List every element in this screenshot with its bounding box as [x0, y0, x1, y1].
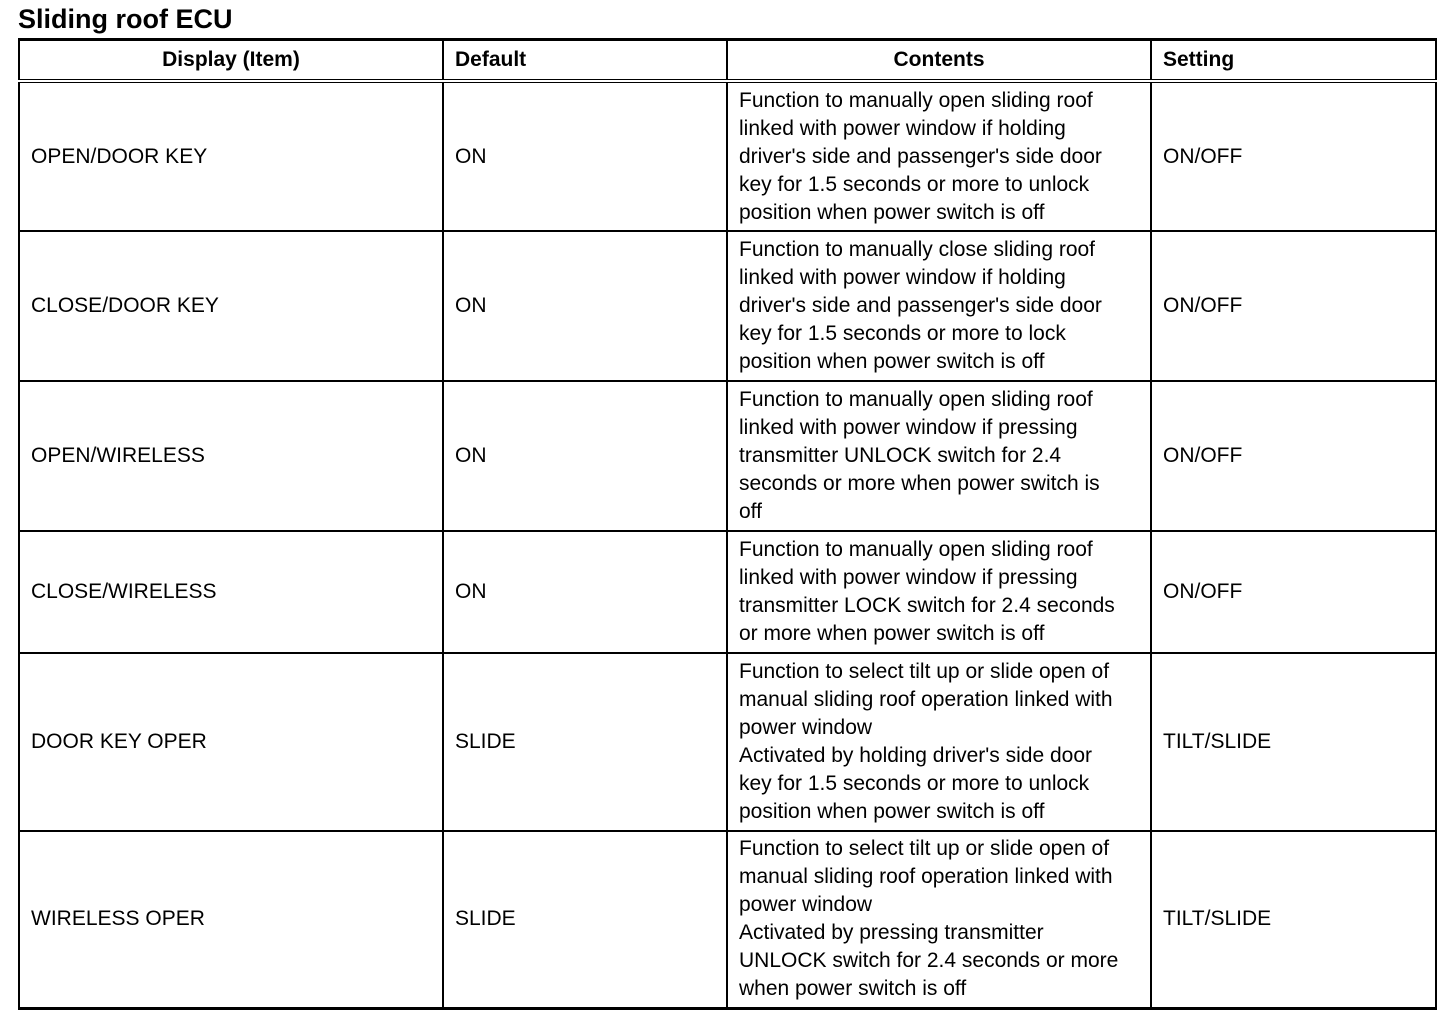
item-cell: CLOSE/DOOR KEY	[19, 231, 443, 381]
table-row	[19, 653, 1436, 831]
table-row	[19, 531, 1436, 653]
contents-cell: Function to manually open sliding roof linked with power window if pressing transmitter UNLOCK switch for 2.4 seconds or more when power switch is off	[727, 381, 1151, 531]
table-row	[19, 231, 1436, 381]
default-cell: ON	[443, 381, 727, 531]
default-cell: ON	[443, 81, 727, 231]
table-header	[19, 40, 1436, 82]
header-row	[19, 40, 1436, 82]
contents-cell: Function to manually open sliding roof linked with power window if holding driver's side and passenger's side door key for 1.5 seconds or more to unlock position when power switch is off	[727, 81, 1151, 231]
contents-cell: Function to manually close sliding roof linked with power window if holding driver's side and passenger's side door key for 1.5 seconds or more to lock position when power switch is off	[727, 231, 1151, 381]
default-cell: SLIDE	[443, 831, 727, 1008]
item-cell: WIRELESS OPER	[19, 831, 443, 1008]
default-cell: ON	[443, 531, 727, 653]
page-title: Sliding roof ECU	[18, 4, 233, 34]
header-setting: Setting	[1151, 40, 1436, 82]
header-item: Display (Item)	[19, 40, 443, 82]
item-cell: CLOSE/WIRELESS	[19, 531, 443, 653]
table-body	[19, 81, 1436, 1008]
settings-table	[18, 38, 1437, 1010]
contents-cell: Function to select tilt up or slide open of manual sliding roof operation linked with power window Activated by holding driver's side door key for 1.5 seconds or more to unlock position when power switch is off	[727, 653, 1151, 831]
setting-cell: TILT/SLIDE	[1151, 653, 1436, 831]
setting-cell: ON/OFF	[1151, 231, 1436, 381]
table-row	[19, 831, 1436, 1008]
setting-cell: ON/OFF	[1151, 381, 1436, 531]
header-contents: Contents	[727, 40, 1151, 82]
table-row	[19, 381, 1436, 531]
header-default: Default	[443, 40, 727, 82]
setting-cell: ON/OFF	[1151, 531, 1436, 653]
item-cell: OPEN/DOOR KEY	[19, 81, 443, 231]
table-row	[19, 81, 1436, 231]
default-cell: SLIDE	[443, 653, 727, 831]
item-cell: OPEN/WIRELESS	[19, 381, 443, 531]
item-cell: DOOR KEY OPER	[19, 653, 443, 831]
contents-cell: Function to manually open sliding roof linked with power window if pressing transmitter LOCK switch for 2.4 seconds or more when power switch is off	[727, 531, 1151, 653]
default-cell: ON	[443, 231, 727, 381]
setting-cell: ON/OFF	[1151, 81, 1436, 231]
setting-cell: TILT/SLIDE	[1151, 831, 1436, 1008]
contents-cell: Function to select tilt up or slide open of manual sliding roof operation linked with power window Activated by pressing transmitter UNLOCK switch for 2.4 seconds or more when power switch is off	[727, 831, 1151, 1008]
